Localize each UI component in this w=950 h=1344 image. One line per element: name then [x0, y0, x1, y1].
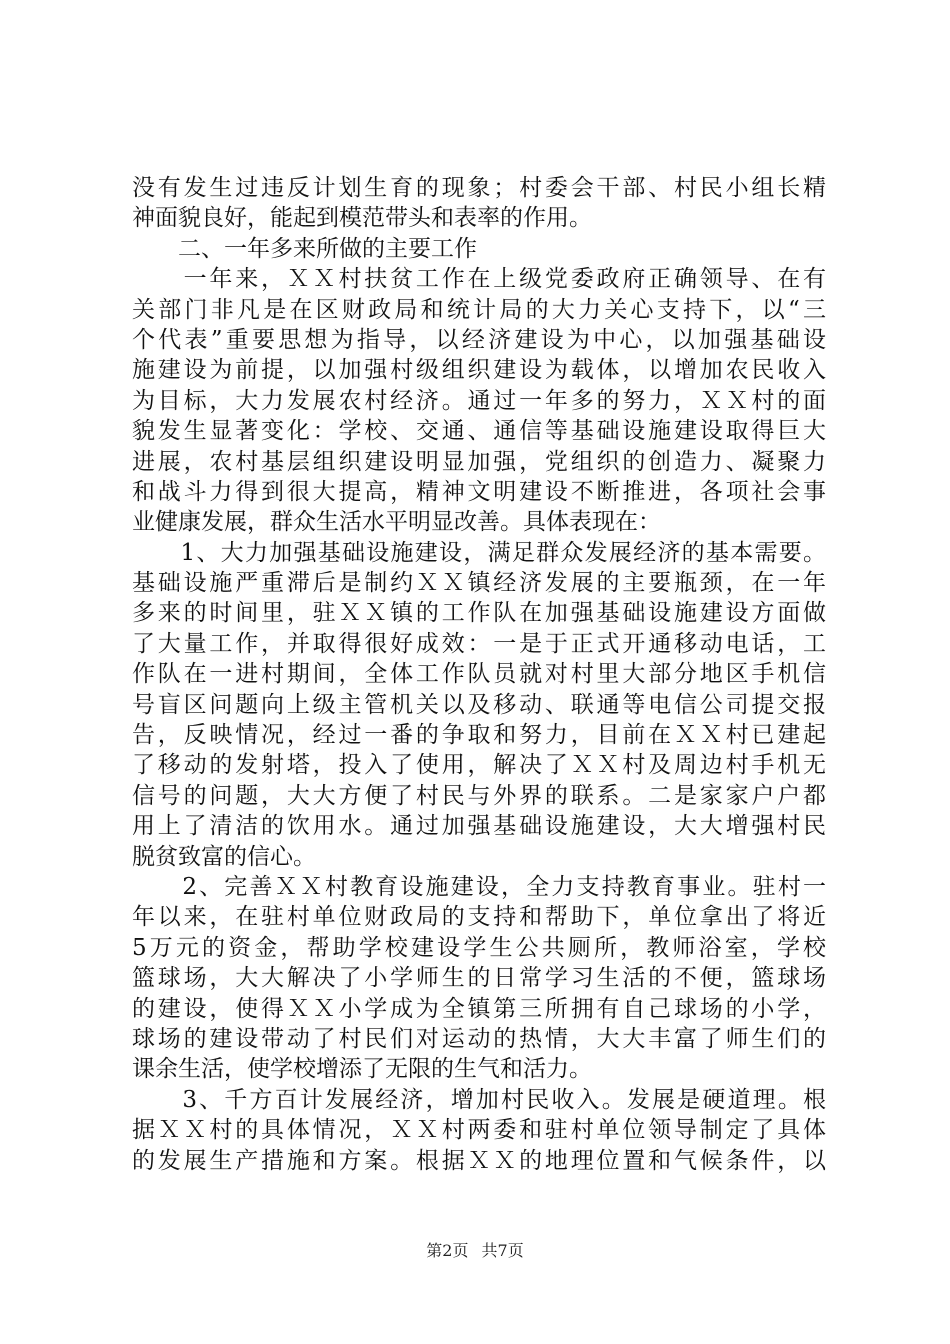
section-heading: 二、一年多来所做的主要工作 [132, 235, 477, 262]
text-line: 基础设施严重滞后是制约ＸＸ镇经济发展的主要瓶颈，在一年 [132, 570, 826, 597]
text-line: 一年来，ＸＸ村扶贫工作在上级党委政府正确领导、在有 [132, 266, 826, 293]
text-line: 貌发生显著变化：学校、交通、通信等基础设施建设取得巨大 [132, 418, 826, 445]
text-line: 告，反映情况，经过一番的争取和努力，目前在ＸＸ村已建起 [132, 722, 826, 749]
body-text [132, 173, 826, 1176]
text-line: 神面貌良好，能起到模范带头和表率的作用。 [132, 205, 592, 232]
text-line: 信号的问题，大大方便了村民与外界的联系。二是家家户户都 [132, 782, 826, 809]
text-line: 多来的时间里，驻ＸＸ镇的工作队在加强基础设施建设方面做 [132, 600, 826, 627]
text-line: 脱贫致富的信心。 [132, 843, 316, 870]
text-line: 篮球场，大大解决了小学师生的日常学习生活的不便，篮球场 [132, 965, 826, 992]
page-footer [0, 1240, 950, 1262]
text-line: 业健康发展，群众生活水平明显改善。具体表现在： [132, 509, 661, 536]
text-line: 年以来，在驻村单位财政局的支持和帮助下，单位拿出了将近 [132, 904, 826, 931]
text-line: 为目标，大力发展农村经济。通过一年多的努力，ＸＸ村的面 [132, 387, 826, 414]
text-line: 的发展生产措施和方案。根据ＸＸ的地理位置和气候条件，以 [132, 1147, 826, 1174]
text-line: 球场的建设带动了村民们对运动的热情，大大丰富了师生们的 [132, 1025, 826, 1052]
text-line: 了移动的发射塔，投入了使用，解决了ＸＸ村及周边村手机无 [132, 752, 826, 779]
text-line: 1、大力加强基础设施建设，满足群众发展经济的基本需要。 [132, 539, 826, 566]
text-line: 5万元的资金，帮助学校建设学生公共厕所，教师浴室，学校 [132, 934, 826, 961]
text-line: 和战斗力得到很大提高，精神文明建设不断推进，各项社会事 [132, 478, 826, 505]
text-line: 号盲区问题向上级主管机关以及移动、联通等电信公司提交报 [132, 691, 826, 718]
text-line: 据ＸＸ村的具体情况，ＸＸ村两委和驻村单位领导制定了具体 [132, 1117, 826, 1144]
text-line: 个代表”重要思想为指导，以经济建设为中心，以加强基础设 [132, 326, 826, 353]
text-line: 课余生活，使学校增添了无限的生气和活力。 [132, 1056, 592, 1083]
text-line: 了大量工作，并取得很好成效：一是于正式开通移动电话，工 [132, 630, 826, 657]
page-number: 第2页 [426, 1241, 469, 1260]
text-line: 2、完善ＸＸ村教育设施建设，全力支持教育事业。驻村一 [132, 873, 826, 900]
text-line: 进展，农村基层组织建设明显加强，党组织的创造力、凝聚力 [132, 448, 826, 475]
text-line: 施建设为前提，以加强村级组织建设为载体，以增加农民收入 [132, 357, 826, 384]
text-line: 的建设，使得ＸＸ小学成为全镇第三所拥有自己球场的小学， [132, 995, 826, 1022]
text-line: 3、千方百计发展经济，增加村民收入。发展是硬道理。根 [132, 1086, 826, 1113]
page-total: 共7页 [481, 1241, 524, 1260]
text-line: 没有发生过违反计划生育的现象；村委会干部、村民小组长精 [132, 175, 826, 201]
text-line: 关部门非凡是在区财政局和统计局的大力关心支持下，以“三 [132, 296, 826, 323]
text-line: 用上了清洁的饮用水。通过加强基础设施建设，大大增强村民 [132, 813, 826, 840]
text-line: 作队在一进村期间，全体工作队员就对村里大部分地区手机信 [132, 661, 826, 688]
